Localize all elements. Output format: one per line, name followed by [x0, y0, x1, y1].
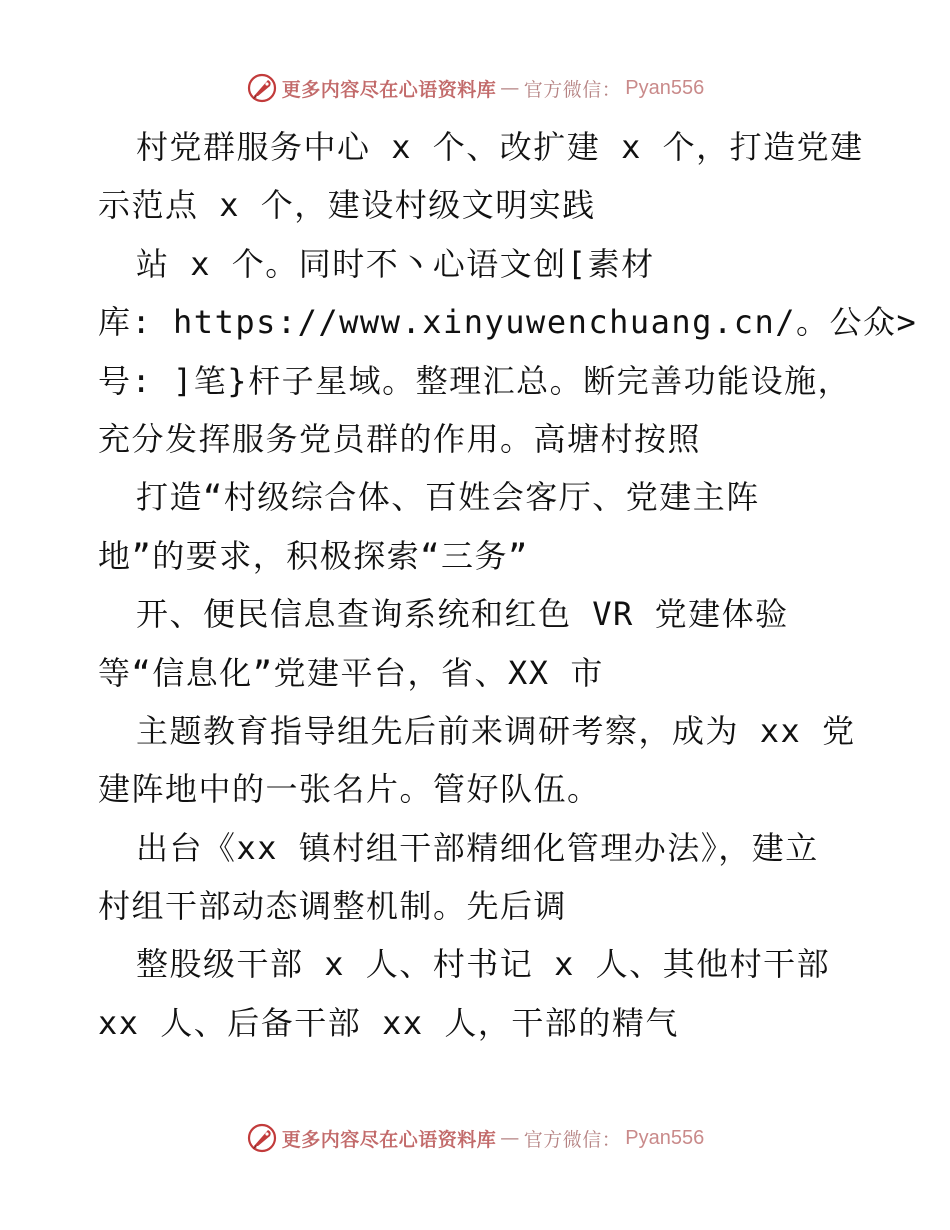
text-line: 站 x 个。同时不丶心语文创[素材 — [136, 244, 655, 283]
text-line: 建阵地中的一张名片。管好队伍。 — [98, 770, 601, 809]
header-banner — [0, 72, 950, 104]
text-line: 主题教育指导组先后前来调研考察，成为 xx 党 — [136, 711, 856, 750]
banner-main-text: 更多内容尽在心语资料库 — [281, 1128, 497, 1151]
footer-banner-inner — [246, 1122, 705, 1154]
text-line: 村党群服务中心 x 个、改扩建 x 个，打造党建 — [136, 128, 864, 166]
banner-dash: — — [500, 1127, 520, 1149]
text-line: 整股级干部 x 人、村书记 x 人、其他村干部 — [136, 945, 831, 984]
banner-dash: — — [500, 77, 520, 99]
text-line: 村组干部动态调整机制。先后调 — [98, 887, 568, 926]
quill-pen-circle-icon — [246, 1122, 278, 1154]
text-line: 示范点 x 个，建设村级文明实践 — [98, 186, 596, 225]
banner-wechat-id: Pyan556 — [625, 76, 705, 99]
footer-banner — [0, 1122, 950, 1154]
text-line: 开、便民信息查询系统和红色 VR 党建体验 — [136, 595, 789, 634]
banner-wechat-label: 官方微信： — [523, 78, 622, 101]
header-banner-inner — [246, 72, 705, 104]
text-line: 号: ]笔}杆子星域。整理汇总。断完善功能设施， — [98, 361, 852, 400]
banner-wechat-id: Pyan556 — [625, 1126, 705, 1149]
quill-pen-circle-icon — [246, 72, 278, 104]
text-line: 地”的要求，积极探索“三务” — [98, 536, 529, 575]
banner-wechat-label: 官方微信： — [523, 1128, 622, 1151]
text-line: 等“信息化”党建平台，省、XX 市 — [98, 653, 604, 692]
text-line: 充分发挥服务党员群的作用。高塘村按照 — [98, 419, 702, 458]
text-line: 打造“村级综合体、百姓会客厅、党建主阵 — [136, 478, 760, 517]
document-body — [98, 118, 918, 1052]
text-line: 出台《xx 镇村组干部精细化管理办法》，建立 — [136, 828, 819, 867]
text-line: xx 人、后备干部 xx 人，干部的精气 — [98, 1003, 679, 1042]
text-line: 库: https://www.xinyuwenchuang.cn/。公众> — [98, 303, 918, 342]
banner-main-text: 更多内容尽在心语资料库 — [281, 78, 497, 101]
